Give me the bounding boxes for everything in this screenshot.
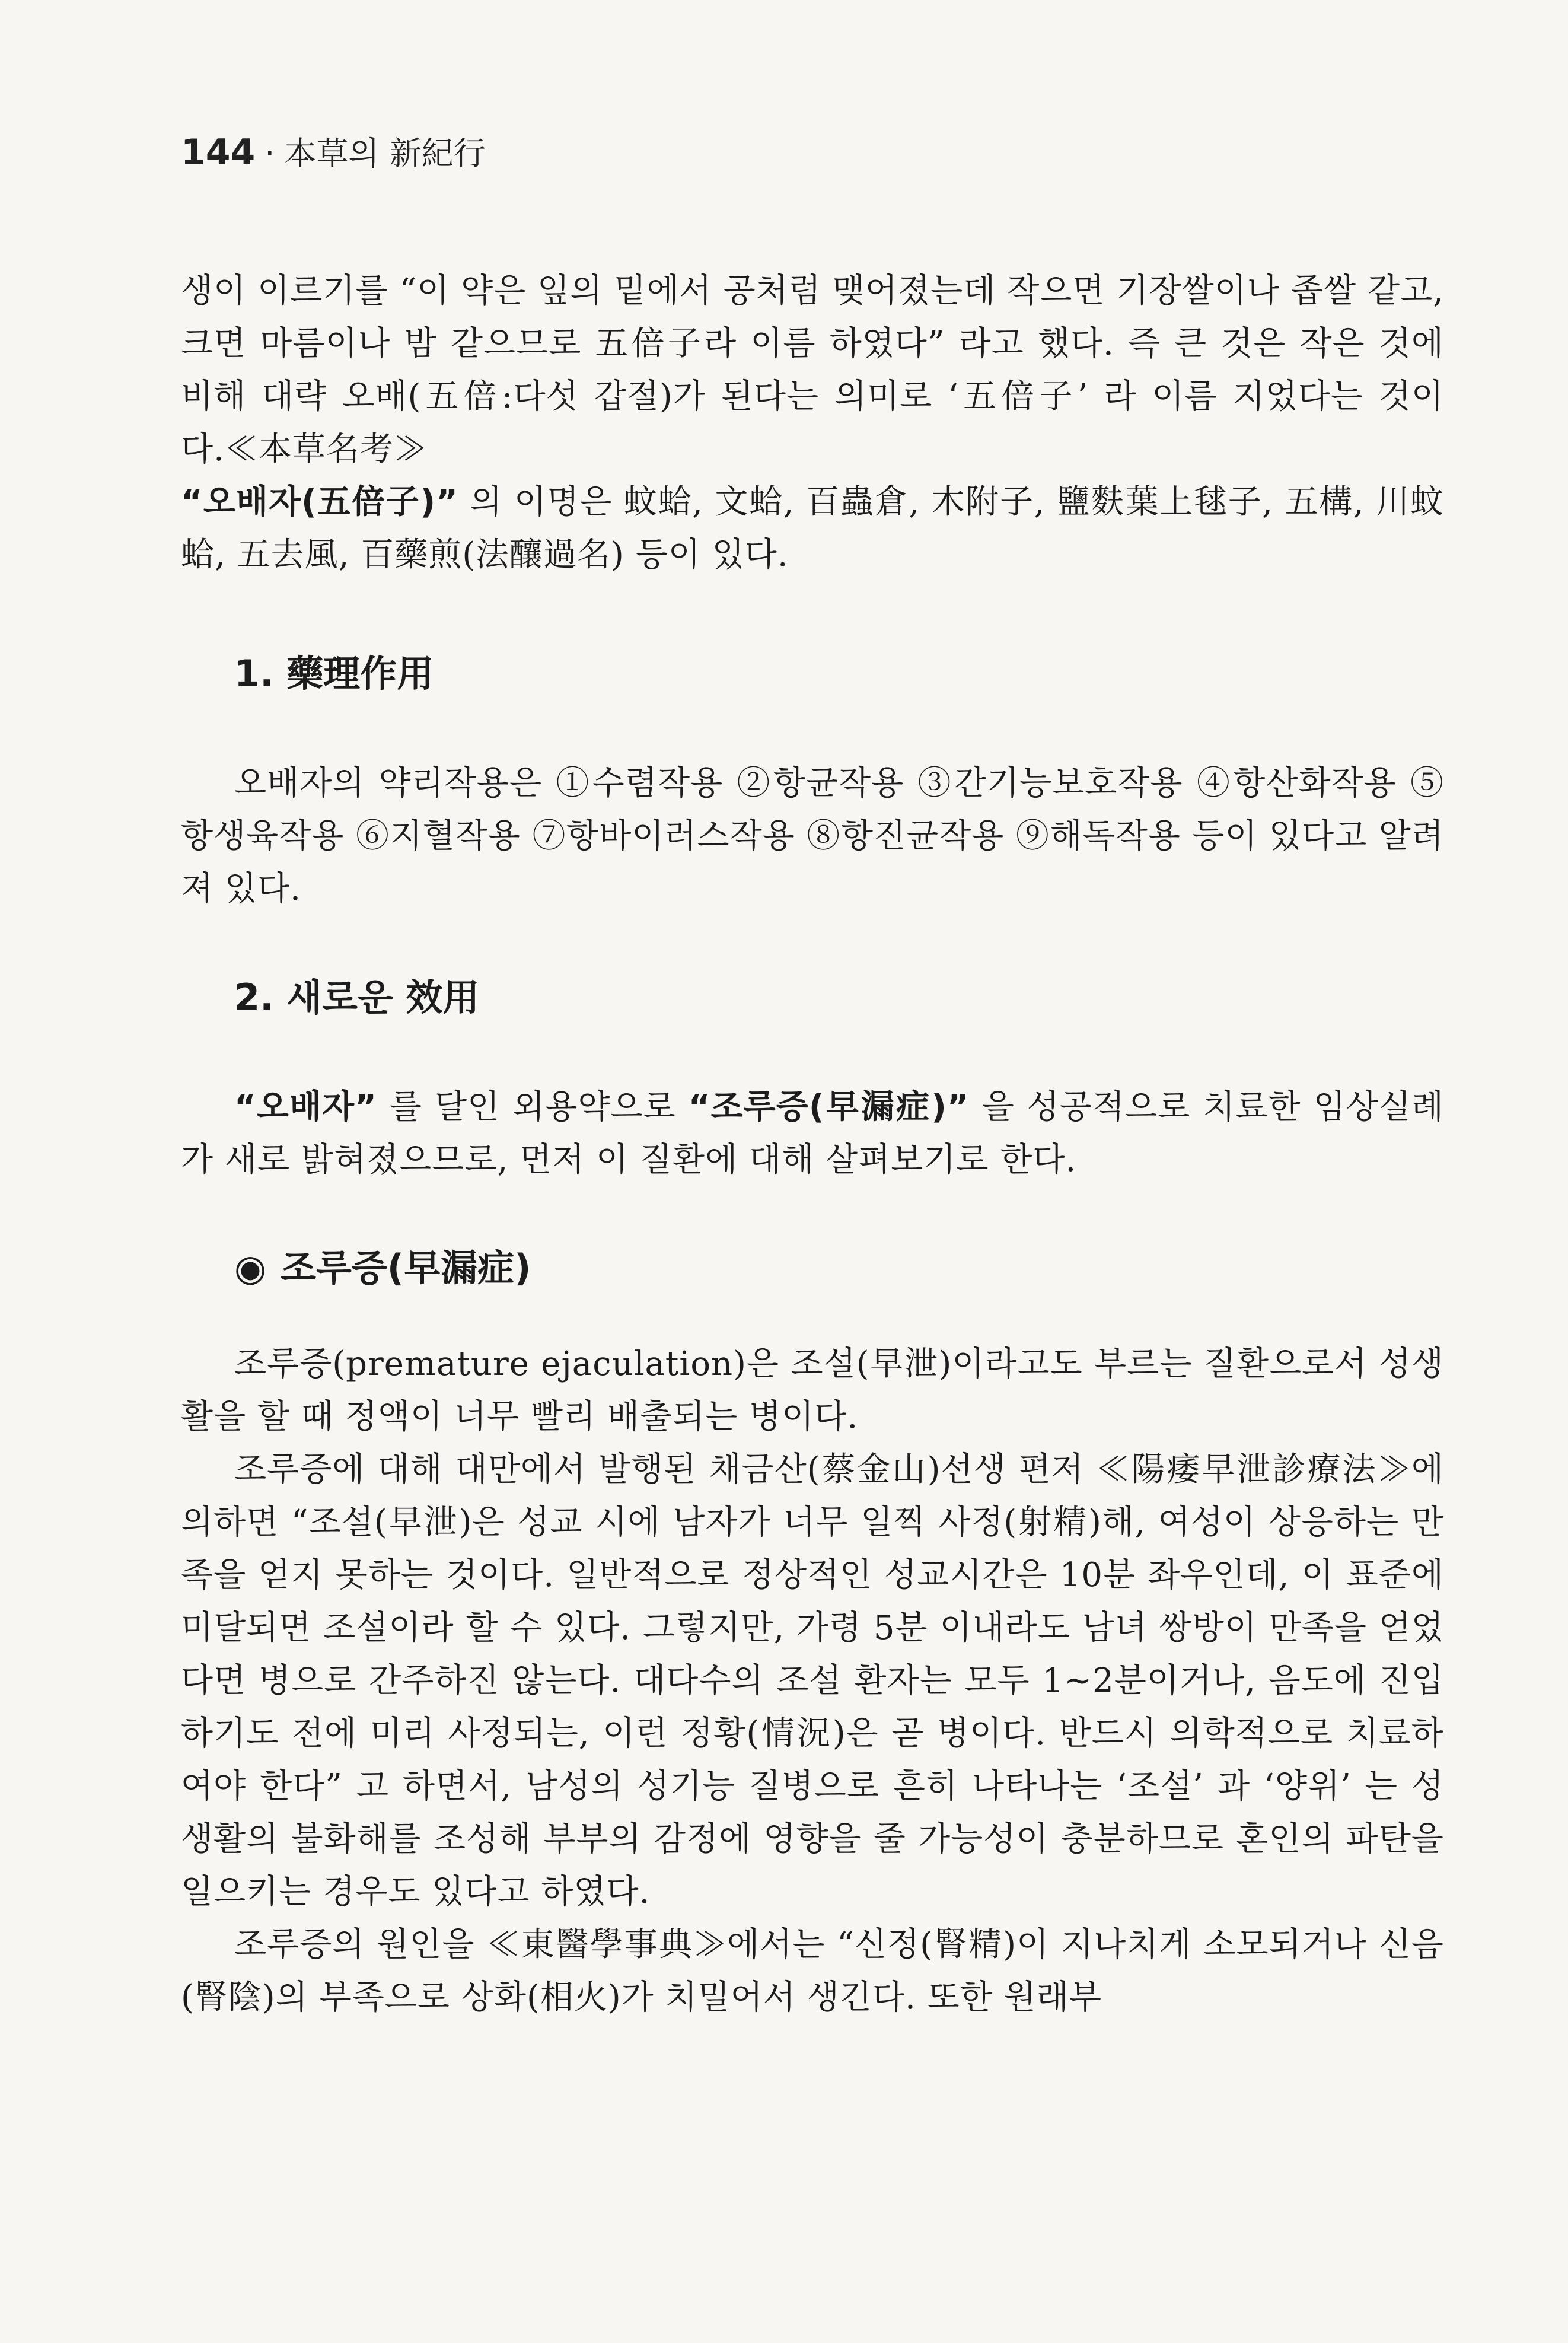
- pharmacology-paragraph: 오배자의 약리작용은 ①수렴작용 ②항균작용 ③간기능보호작용 ④항산화작용 ⑤항생육작용 ⑥지혈작용 ⑦항바이러스작용 ⑧항진균작용 ⑨해독작용 등이 있다고 알려져 있다.: [181, 764, 1444, 908]
- synonyms-text: 의 이명은 蚊蛤, 文蛤, 百蟲倉, 木附子, 鹽麩葉上毬子, 五構, 川蚊蛤, 五去風, 百藥煎(法釀過名) 등이 있다.: [181, 483, 1444, 574]
- new-efficacy-rest-text: 을 성공적으로 치료한 임상실례가 새로 밝혀졌으므로, 먼저 이 질환에 대해 살펴보기로 한다.: [181, 1088, 1444, 1179]
- cause-paragraph: 조루증의 원인을 ≪東醫學事典≫에서는 “신정(腎精)이 지나치게 소모되거나 신음(腎陰)의 부족으로 상화(相火)가 치밀어서 생긴다. 또한 원래부: [181, 1925, 1444, 2017]
- section-heading-new-efficacy: 2. 새로운 效用: [234, 976, 480, 1019]
- premature-ejaculation-block: [181, 1338, 1444, 2024]
- definition-paragraph: 조루증(premature ejaculation)은 조설(早泄)이라고도 부르는 질환으로서 성생활을 할 때 정액이 너무 빨리 배출되는 병이다.: [181, 1345, 1444, 1436]
- header-separator: ·: [264, 135, 275, 172]
- intro-block: [181, 265, 1444, 581]
- running-head: [181, 132, 486, 174]
- section-heading-pharmacology: 1. 藥理作用: [234, 652, 434, 695]
- subsection-heading-premature-ejaculation: [234, 1244, 531, 1292]
- term-obaeja: “오배자(五倍子)”: [181, 483, 458, 521]
- intro-synonyms-paragraph: [181, 476, 1444, 581]
- book-title: 本草의 新紀行: [284, 135, 486, 172]
- subsection-title: 조루증(早漏症): [281, 1246, 531, 1290]
- bullet-icon: ◉: [234, 1246, 267, 1290]
- intro-paragraph: 생이 이르기를 “이 약은 잎의 밑에서 공처럼 맺어졌는데 작으면 기장쌀이나 좁쌀 같고, 크면 마름이나 밤 같으므로 五倍子라 이름 하였다” 라고 했다. 즉 큰 것은 작은 것에 비해 대략 오배(五倍:다섯 갑절)가 된다는 의미로 ‘五倍子’ 라 이름 지었다는 것이다.≪本草名考≫: [181, 272, 1444, 469]
- new-efficacy-mid-text: 를 달인 외용약으로: [377, 1088, 689, 1126]
- term-premature-ejaculation: “조루증(早漏症)”: [688, 1088, 970, 1126]
- new-efficacy-paragraph: [181, 1081, 1444, 1186]
- page-number: 144: [181, 132, 256, 173]
- taiwan-reference-paragraph: 조루증에 대해 대만에서 발행된 채금산(蔡金山)선생 편저 ≪陽痿早泄診療法≫에 의하면 “조설(早泄)은 성교 시에 남자가 너무 일찍 사정(射精)해, 여성이 상응하는 만족을 얻지 못하는 것이다. 일반적으로 정상적인 성교시간은 10분 좌우인데, 이 표준에 미달되면 조설이라 할 수 있다. 그렇지만, 가령 5분 이내라도 남녀 쌍방이 만족을 얻었다면 병으로 간주하진 않는다. 대다수의 조설 환자는 모두 1~2분이거나, 음도에 진입하기도 전에 미리 사정되는, 이런 정황(情況)은 곧 병이다. 반드시 의학적으로 치료하여야 한다” 고 하면서, 남성의 성기능 질병으로 흔히 나타나는 ‘조설’ 과 ‘양위’ 는 성생활의 불화해를 조성해 부부의 감정에 영향을 줄 가능성이 충분하므로 혼인의 파탄을 일으키는 경우도 있다고 하였다.: [181, 1450, 1444, 1911]
- term-obaeja-quoted: “오배자”: [234, 1088, 377, 1126]
